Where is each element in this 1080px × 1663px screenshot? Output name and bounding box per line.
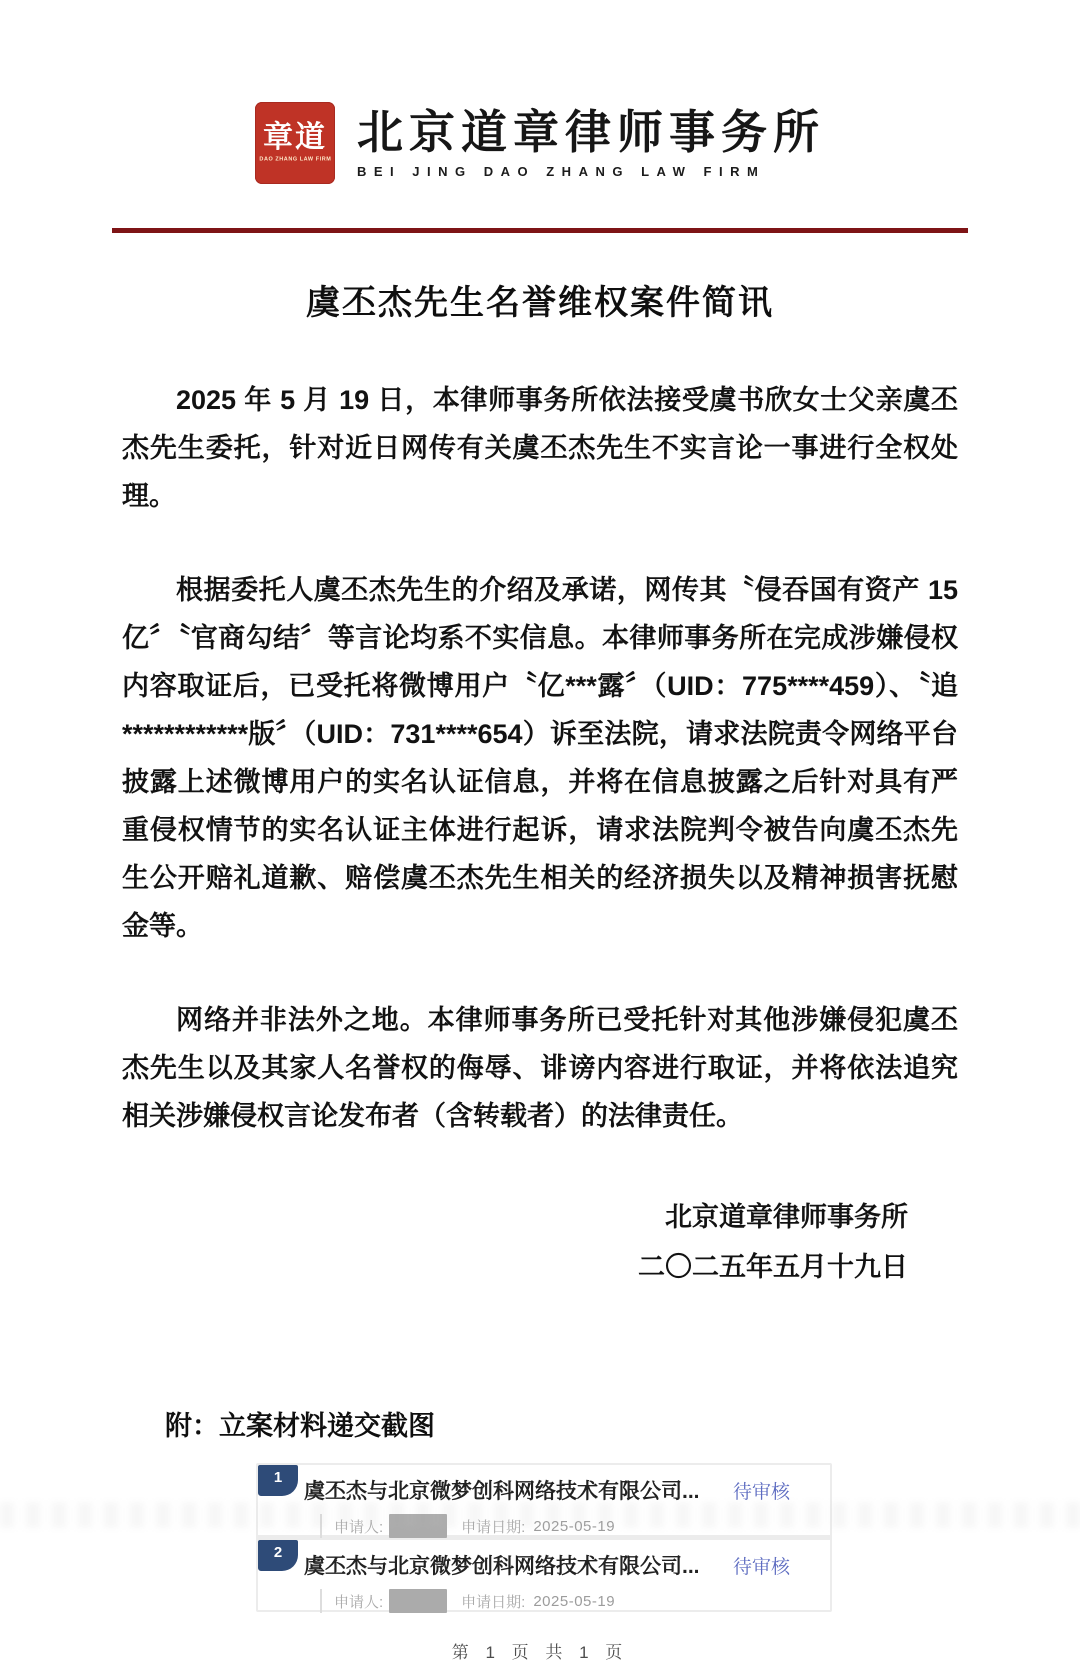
- firm-name-chinese: 北京道章律师事务所: [357, 105, 825, 160]
- letterhead: [0, 0, 1080, 184]
- case-number-badge: 2: [258, 1540, 298, 1571]
- applicant-label: 申请人:: [334, 1518, 384, 1536]
- red-divider-rule: [112, 228, 968, 233]
- faint-watermark: [0, 1502, 1080, 1528]
- paragraph-1: 2025 年 5 月 19 日，本律师事务所依法接受虞书欣女士父亲虞丕杰先生委托，针对近日网传有关虞丕杰先生不实言论一事进行全权处理。: [122, 385, 958, 511]
- seal-characters: 章道: [263, 120, 327, 155]
- case-meta: [320, 1589, 816, 1613]
- case-title: 虞丕杰与北京微梦创科网络技术有限公司...: [304, 1480, 700, 1503]
- paragraph-2: 根据委托人虞丕杰先生的介绍及承诺，网传其〝侵吞国有资产 15 亿〞〝官商勾结〞等言论均系不实信息。本律师事务所在完成涉嫌侵权内容取证后，已受托将微博用户〝亿***露〞（UID：775****459）、〝追************版〞（UID：731****654）诉至法院，请求法院责令网络平台披露上述微博用户的实名认证信息，并将在信息披露之后针对具有严重侵权情节的实名认证主体进行起诉，请求法院判令被告向虞丕杰先生公开赔礼道歉、赔偿虞丕杰先生相关的经济损失以及精神损害抚慰金等。: [122, 575, 958, 941]
- applicant-label: 申请人:: [334, 1593, 384, 1611]
- date-label: 申请日期:: [461, 1593, 526, 1611]
- application-date: 2025-05-19: [533, 1517, 616, 1535]
- firm-brand: [357, 107, 825, 179]
- page-title: 虞丕杰先生名誉维权案件简讯: [306, 284, 774, 322]
- signature-firm: 北京道章律师事务所: [665, 1202, 908, 1232]
- signature-block: [0, 1192, 1080, 1292]
- page-number-footer: 第 1 页 共 1 页: [451, 1643, 629, 1662]
- filing-case-row: [258, 1540, 830, 1610]
- status-badge: 待审核: [732, 1557, 790, 1578]
- seal-subtext: DAO ZHANG LAW FIRM: [259, 156, 331, 163]
- attachment-label: 附：立案材料递交截图: [165, 1411, 435, 1441]
- signature-date: 二〇二五年五月十九日: [638, 1252, 908, 1282]
- date-label: 申请日期:: [461, 1518, 526, 1536]
- redacted-applicant-name: [389, 1589, 447, 1613]
- case-title: 虞丕杰与北京微梦创科网络技术有限公司...: [304, 1555, 700, 1578]
- firm-name-english: BEI JING DAO ZHANG LAW FIRM: [357, 163, 766, 179]
- case-number-badge: 1: [258, 1465, 298, 1496]
- case-row-top: [258, 1475, 816, 1505]
- paragraph-3: 网络并非法外之地。本律师事务所已受托针对其他涉嫌侵犯虞丕杰先生以及其家人名誉权的侮辱、诽谤内容进行取证，并将依法追究相关涉嫌侵权言论发布者（含转载者）的法律责任。: [122, 1005, 958, 1131]
- document-body: [122, 376, 958, 1140]
- status-badge: 待审核: [732, 1482, 790, 1503]
- application-date: 2025-05-19: [533, 1592, 616, 1610]
- law-firm-seal-icon: [255, 102, 335, 184]
- filing-screenshot-panel: [256, 1463, 832, 1612]
- case-row-top: [258, 1550, 816, 1580]
